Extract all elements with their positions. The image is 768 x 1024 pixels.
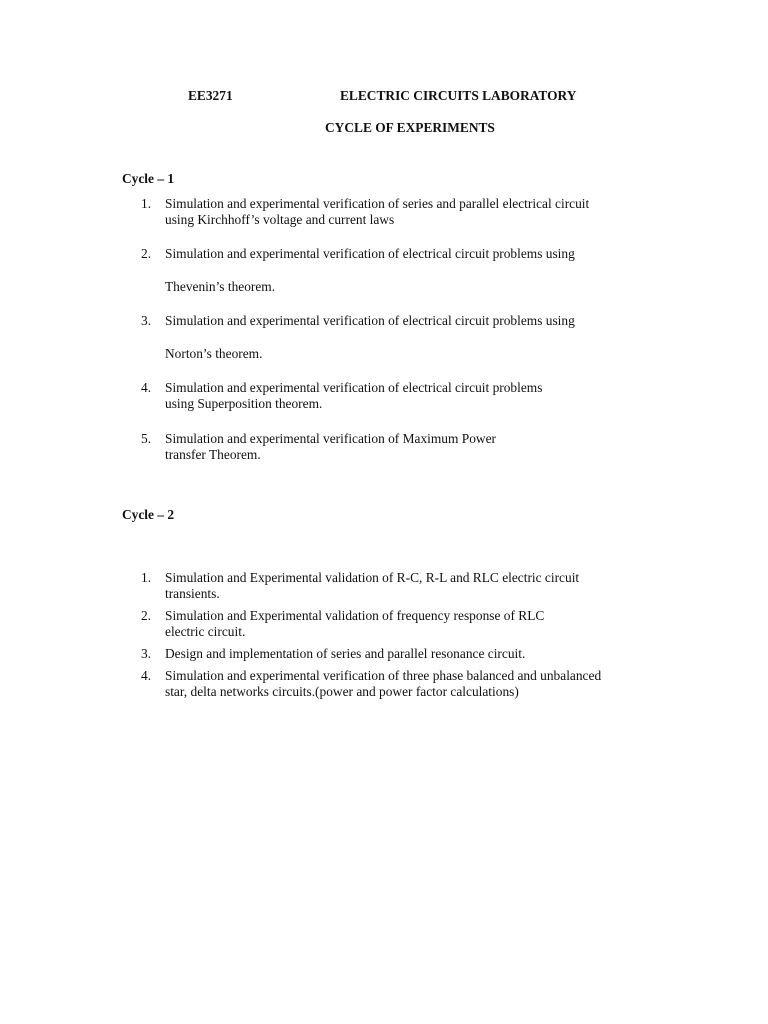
- list-item-line: Simulation and Experimental validation of frequency response of RLC: [165, 608, 545, 623]
- list-item-line: electric circuit.: [165, 624, 246, 639]
- list-item-text: [165, 196, 589, 228]
- list-item-text: [165, 668, 601, 700]
- list-item-line: Simulation and experimental verification of three phase balanced and unbalanced: [165, 668, 602, 683]
- list-item-number: 1.: [141, 570, 152, 585]
- list-item-line: Simulation and experimental verification of electrical circuit problems using: [165, 246, 575, 261]
- list-item-text: [165, 313, 575, 362]
- list-item-number: 4.: [141, 380, 152, 395]
- list-item-line: star, delta networks circuits.(power and power factor calculations): [165, 684, 519, 699]
- cycle-1-heading: Cycle – 1: [122, 171, 175, 186]
- list-item-line: Simulation and experimental verification of series and parallel electrical circuit: [165, 196, 590, 211]
- list-item-text: [165, 646, 525, 662]
- list-item-number: 5.: [141, 431, 152, 446]
- list-item-text: [165, 431, 496, 463]
- course-code: EE3271: [188, 88, 233, 103]
- list-item-line: using Superposition theorem.: [165, 396, 323, 411]
- list-item-line: Design and implementation of series and parallel resonance circuit.: [165, 646, 526, 661]
- list-item-line: transients.: [165, 586, 220, 601]
- list-item-number: 2.: [141, 608, 152, 623]
- list-item-number: 1.: [141, 196, 152, 211]
- list-item-line: Norton’s theorem.: [165, 346, 263, 361]
- cycle-2-heading: Cycle – 2: [122, 507, 175, 522]
- list-item-text: [165, 608, 544, 640]
- list-item-number: 4.: [141, 668, 152, 683]
- page-subtitle: CYCLE OF EXPERIMENTS: [325, 120, 495, 135]
- list-item-number: 3.: [141, 313, 152, 328]
- list-item-text: [165, 570, 579, 602]
- list-item-text: [165, 246, 575, 295]
- list-item-line: Simulation and experimental verification of electrical circuit problems: [165, 380, 543, 395]
- course-title: ELECTRIC CIRCUITS LABORATORY: [340, 88, 577, 103]
- list-item-line: Simulation and experimental verification of electrical circuit problems using: [165, 313, 575, 328]
- list-item-text: [165, 380, 542, 412]
- list-item-line: Simulation and experimental verification of Maximum Power: [165, 431, 496, 446]
- list-item-number: 3.: [141, 646, 152, 661]
- list-item-line: Thevenin’s theorem.: [165, 279, 276, 294]
- list-item-line: using Kirchhoff’s voltage and current laws: [165, 212, 395, 227]
- list-item-line: transfer Theorem.: [165, 447, 261, 462]
- list-item-number: 2.: [141, 246, 152, 261]
- list-item-line: Simulation and Experimental validation of R-C, R-L and RLC electric circuit: [165, 570, 580, 585]
